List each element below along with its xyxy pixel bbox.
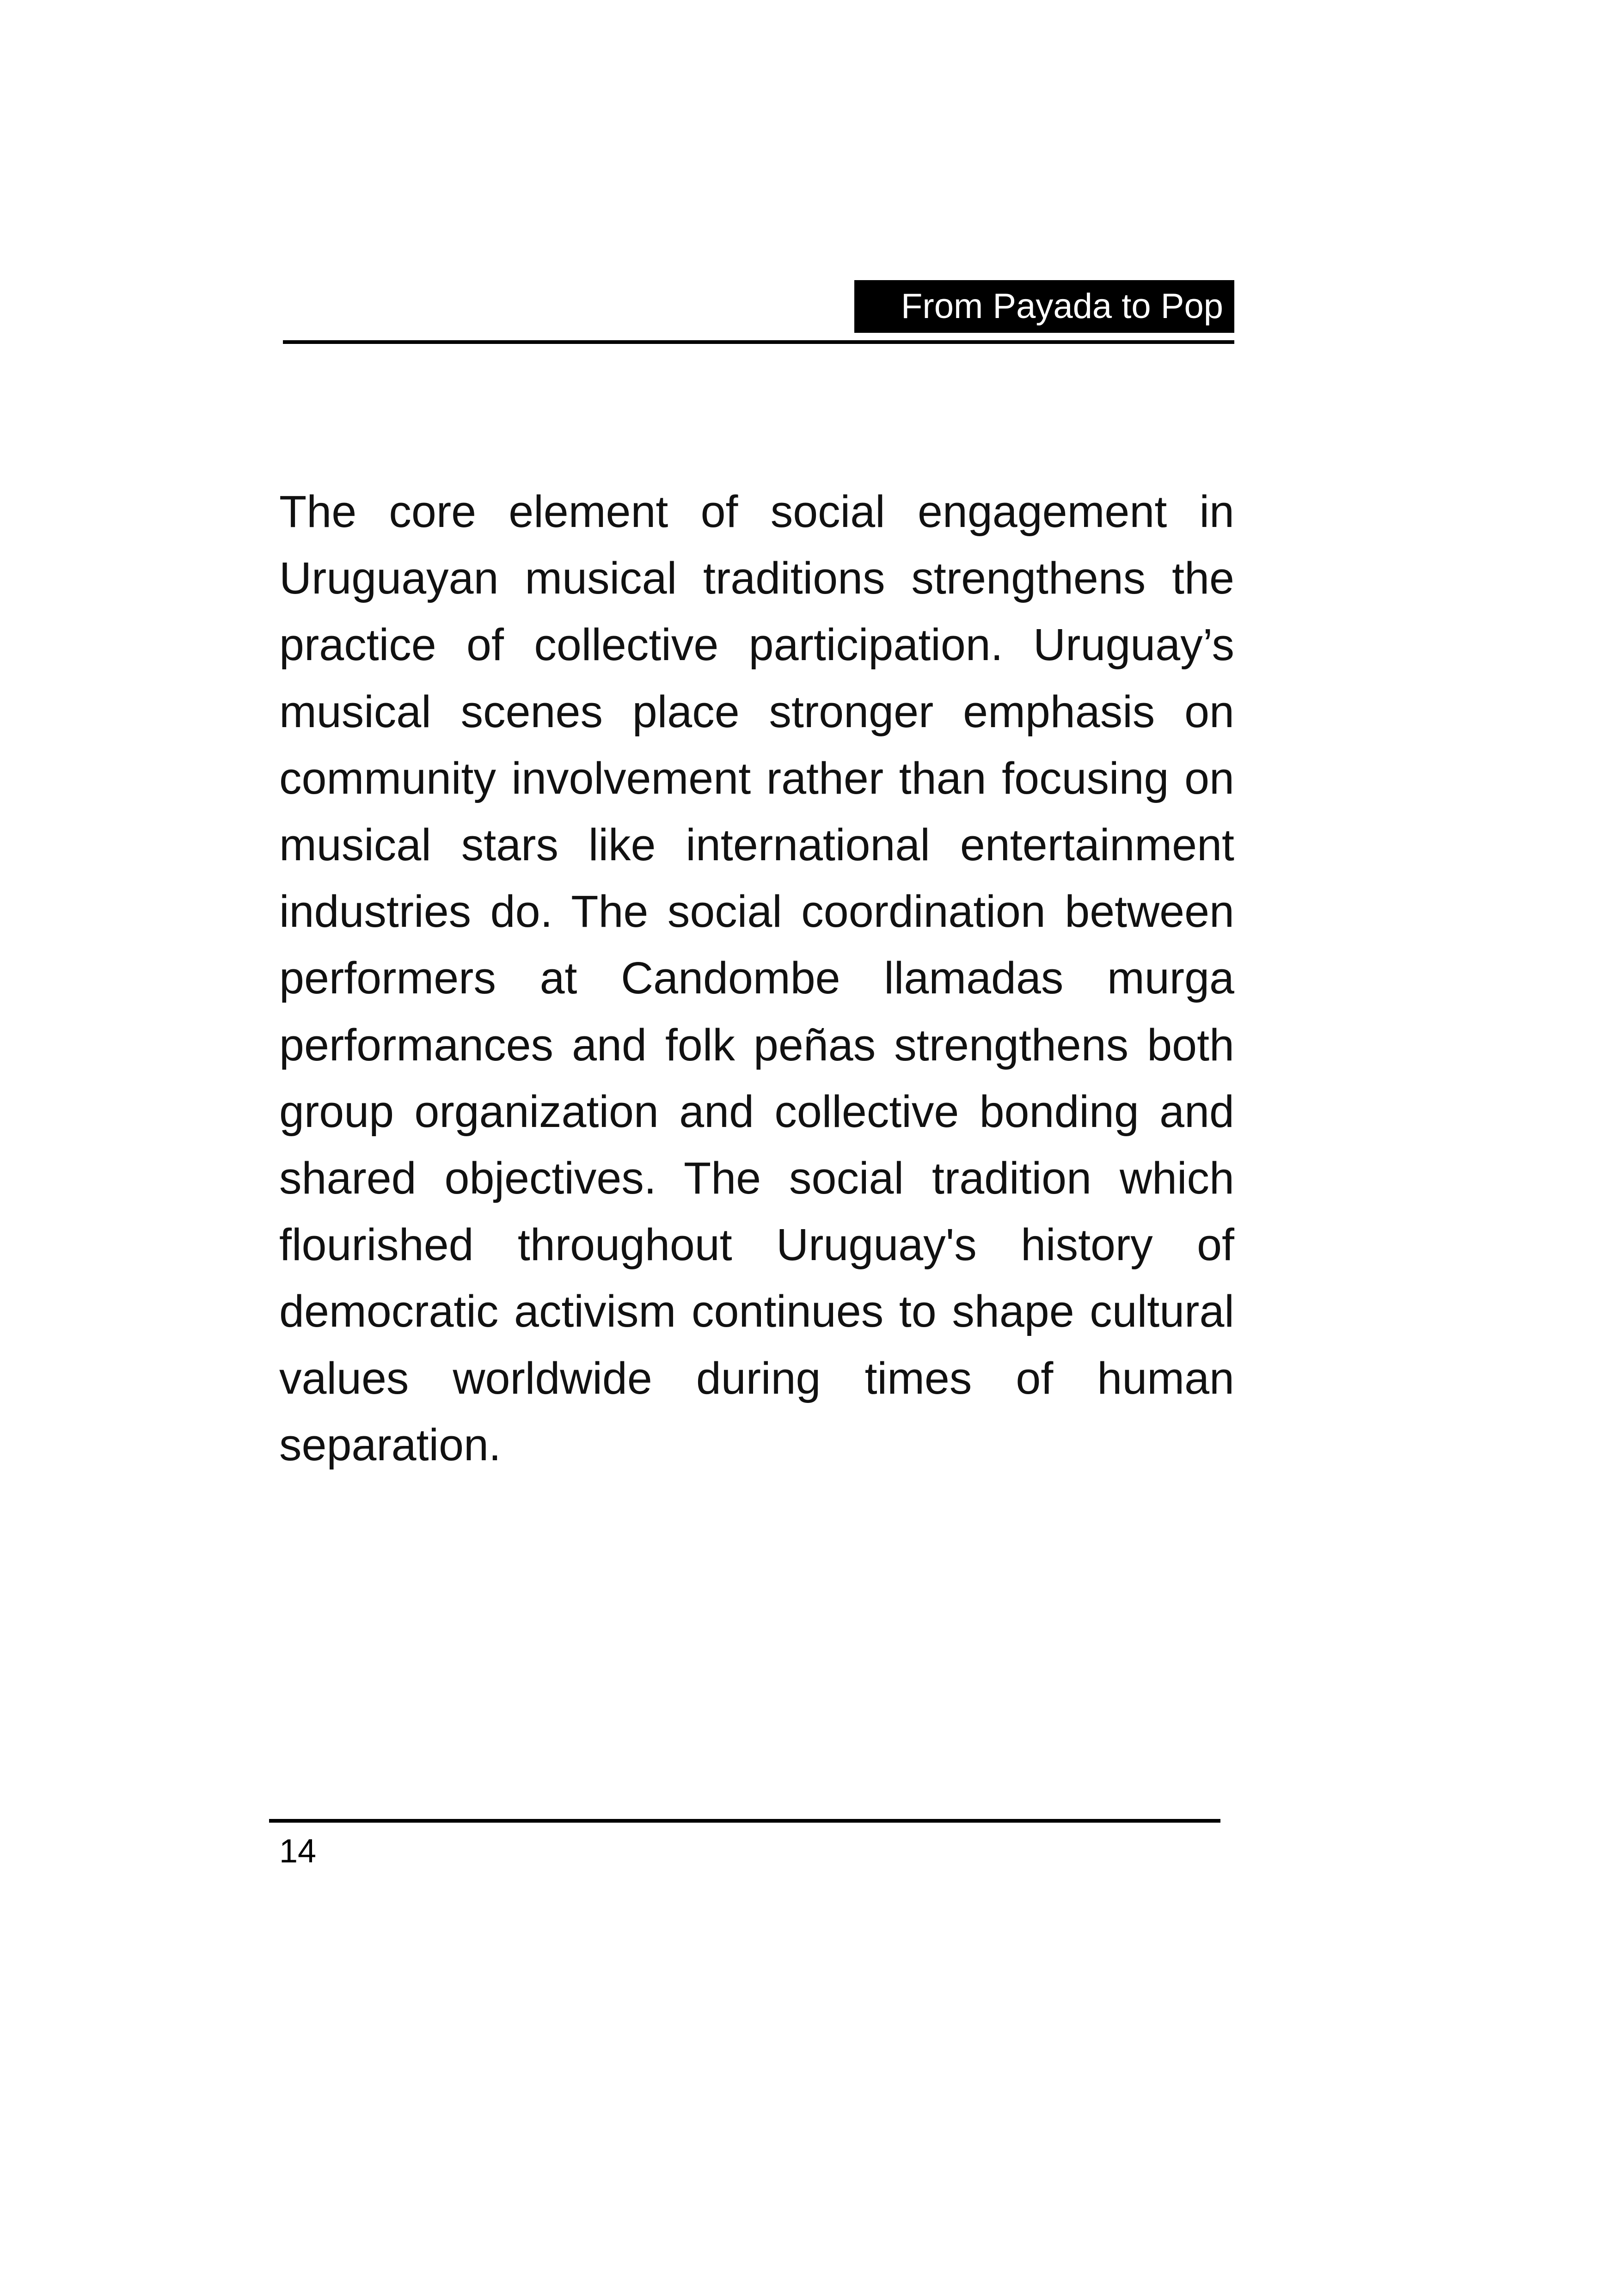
footer-divider xyxy=(269,1819,1220,1823)
page-number: 14 xyxy=(279,1833,317,1870)
body-paragraph: The core element of social engagement in Uruguayan musical traditions strengthens the practice of collective participation. Uruguay’s musical scenes place stronger emphasis on community involvement rather than focusing on musical stars like international entertainment industries do. The social coordination between performers at Candombe llamadas murga performances and folk peñas strengthens both group organization and collective bonding and shared objectives. The social tradition which flourished throughout Uruguay's history of democratic activism continues to shape cultural values worldwide during times of human separation. xyxy=(279,486,1234,1470)
header-divider xyxy=(283,340,1234,344)
running-header-title: From Payada to Pop xyxy=(854,280,1234,333)
